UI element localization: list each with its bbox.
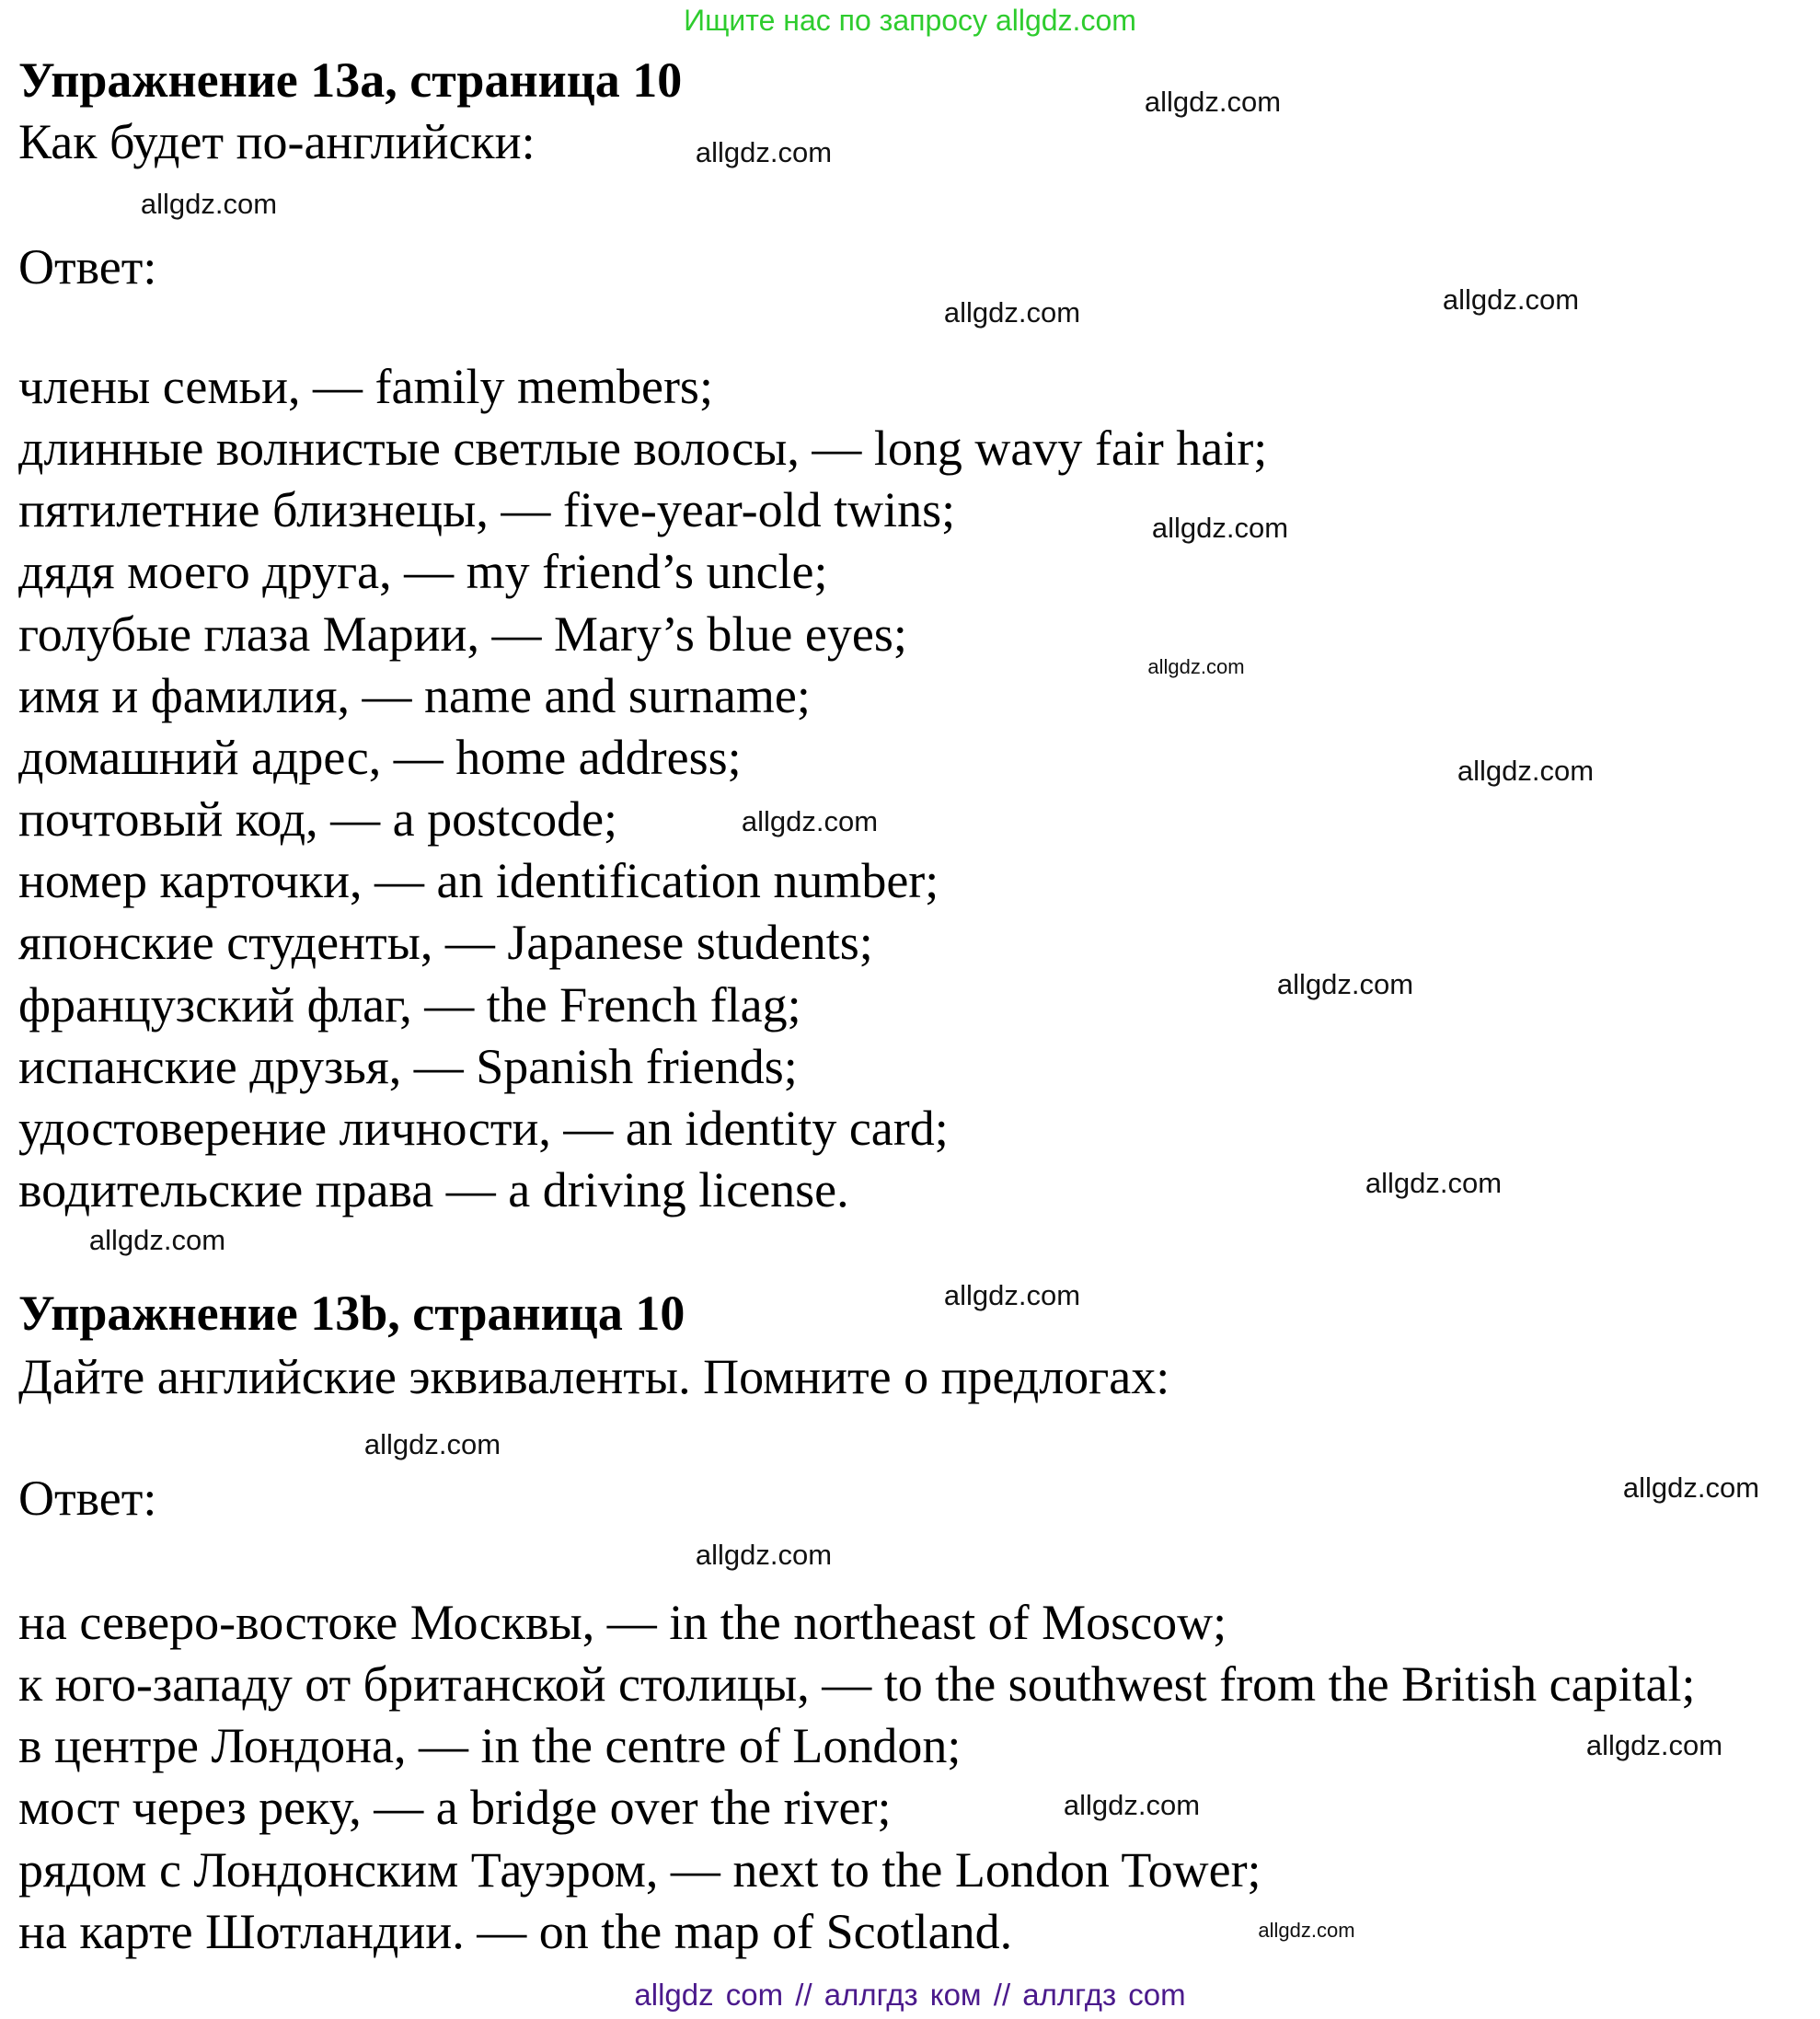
watermark-text: allgdz.com: [1276, 968, 1414, 1000]
watermark-text: allgdz.com: [943, 296, 1081, 329]
watermark-text: allgdz.com: [1144, 86, 1282, 118]
answer-line: члены семьи, — family members;: [18, 359, 713, 414]
watermark-text: allgdz.com: [1151, 512, 1289, 544]
answer-line: водительские права — a driving license.: [18, 1161, 849, 1217]
watermark-text: allgdz.com: [1442, 283, 1580, 316]
answer-line: к юго-западу от британской столицы, — to the southwest from the British capital;: [18, 1656, 1696, 1713]
answer-line: японские студенты, — Japanese students;: [18, 915, 873, 971]
exercise-13a-task: Как будет по-английски:: [18, 114, 536, 169]
watermark-text: allgdz.com: [943, 1279, 1081, 1311]
exercise-13b-title: Упражнение 13b, страница 10: [18, 1286, 685, 1341]
watermark-text: allgdz.com: [1457, 755, 1595, 787]
watermark-text: allgdz.com: [88, 1224, 226, 1256]
watermark-text: allgdz.com: [741, 805, 879, 837]
watermark-text: allgdz.com: [1258, 1919, 1355, 1942]
watermark-text: allgdz.com: [1063, 1789, 1201, 1821]
watermark-text: allgdz.com: [695, 1539, 833, 1571]
answer-line: почтовый код, — a postcode;: [18, 791, 618, 848]
footer-links: allgdz com // аллгдз ком // аллгдз com: [634, 1978, 1186, 2012]
search-banner: Ищите нас по запросу allgdz.com: [684, 4, 1136, 37]
answer-line: пятилетние близнецы, — five-year-old twins;: [18, 482, 956, 538]
exercise-13a-answer-label: Ответ:: [18, 239, 157, 294]
watermark-text: allgdz.com: [1622, 1471, 1760, 1504]
answer-line: дядя моего друга, — my friend’s uncle;: [18, 544, 828, 600]
answer-line: испанские друзья, — Spanish friends;: [18, 1038, 798, 1094]
answer-line: домашний адрес, — home address;: [18, 729, 742, 785]
exercise-13a-title: Упражнение 13a, страница 10: [18, 52, 683, 108]
exercise-13b-answer-label: Ответ:: [18, 1471, 157, 1526]
answer-line: на северо-востоке Москвы, — in the northeast of Moscow;: [18, 1595, 1227, 1650]
watermark-text: allgdz.com: [363, 1428, 501, 1460]
answer-line: удостоверение личности, — an identity card;: [18, 1100, 949, 1156]
answer-line: голубые глаза Марии, — Mary’s blue eyes;: [18, 606, 907, 662]
watermark-text: allgdz.com: [1365, 1167, 1503, 1199]
answer-line: французский флаг, — the French flag;: [18, 976, 801, 1033]
watermark-text: allgdz.com: [140, 188, 278, 220]
answer-line: имя и фамилия, — name and surname;: [18, 667, 811, 723]
watermark-text: allgdz.com: [695, 136, 833, 168]
watermark-text: allgdz.com: [1585, 1729, 1723, 1761]
answer-line: номер карточки, — an identification number;: [18, 853, 939, 909]
exercise-13b-task: Дайте английские эквиваленты. Помните о предлогах:: [18, 1349, 1170, 1404]
answer-line: длинные волнистые светлые волосы, — long wavy fair hair;: [18, 421, 1268, 477]
answer-line: мост через реку, — a bridge over the river;: [18, 1780, 892, 1836]
answer-line: на карте Шотландии. — on the map of Scotland.: [18, 1903, 1013, 1959]
answer-line: в центре Лондона, — in the centre of London;: [18, 1718, 962, 1774]
answer-line: рядом с Лондонским Тауэром, — next to the London Tower;: [18, 1841, 1261, 1898]
watermark-text: allgdz.com: [1147, 655, 1245, 678]
